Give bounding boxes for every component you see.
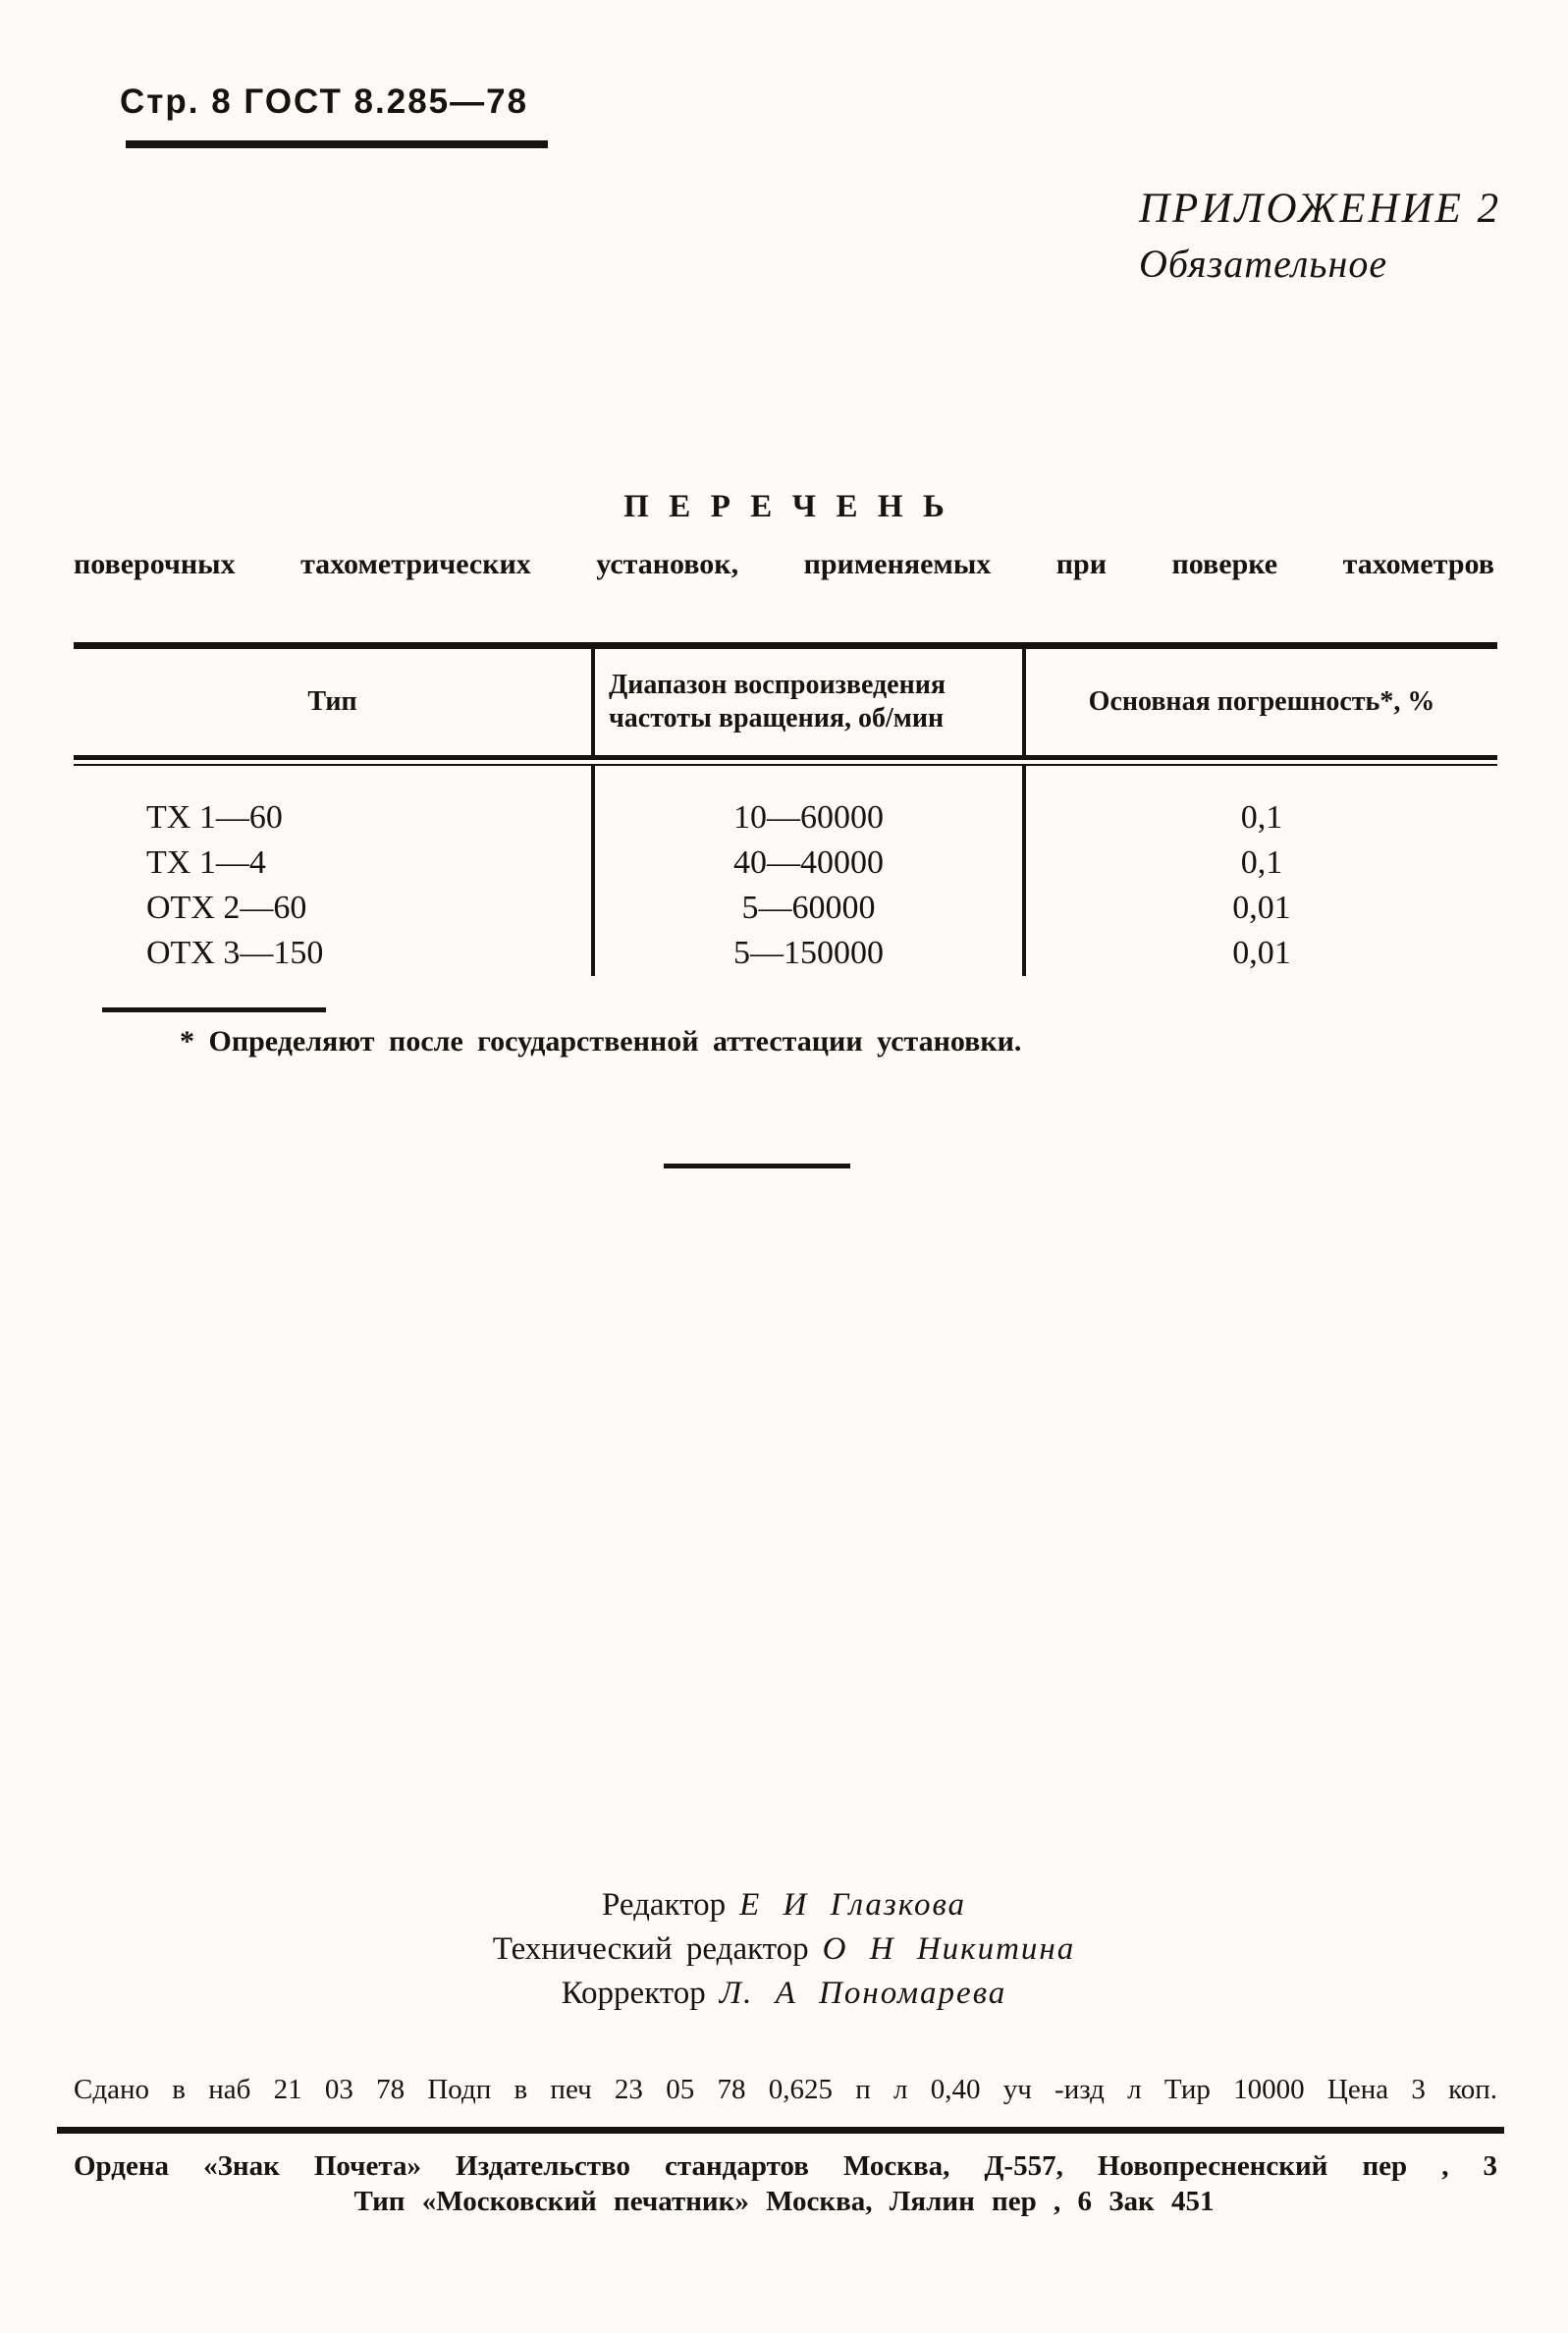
- column-header-error: Основная погрешность*, %: [1088, 686, 1435, 717]
- credit-line-editor: [0, 1883, 1568, 1927]
- table-cell: 40—40000: [733, 844, 884, 881]
- credit-line-corrector: [0, 1972, 1568, 2016]
- credit-role: Корректор: [561, 1976, 706, 2011]
- imprint-printer: Тип «Московский печатник» Москва, Лялин пер , 6 Зак 451: [353, 2186, 1215, 2217]
- credit-name: Л. А Пономарева: [719, 1976, 1007, 2011]
- imprint-print-data: Сдано в наб 21 03 78 Подп в печ 23 05 78 0,625 п л 0,40 уч -изд л Тир 10000 Цена 3 коп.: [74, 2074, 1497, 2105]
- table-cell: ТХ 1—60: [146, 799, 283, 836]
- table-cell: 0,01: [1232, 935, 1291, 971]
- credit-line-tech-editor: [0, 1927, 1568, 1972]
- credits-block: [0, 1883, 1568, 2016]
- table-cell: 0,1: [1240, 799, 1283, 836]
- column-header-type: Тип: [74, 649, 595, 755]
- page-header: Стр. 8 ГОСТ 8.285—78: [120, 82, 529, 121]
- table-cell: ТХ 1—4: [146, 844, 266, 881]
- footnote-text: * Определяют после государственной аттестации установки.: [180, 1025, 1022, 1058]
- credit-name: О Н Никитина: [822, 1931, 1076, 1967]
- list-subtitle: поверочных тахометрических установок, применяемых при поверке тахометров: [74, 548, 1494, 580]
- table-cell: 5—150000: [733, 935, 884, 971]
- column-header-range: Диапазон воспроизведения частоты вращения, об/мин: [595, 649, 1026, 755]
- credit-role: Технический редактор: [492, 1931, 809, 1967]
- column-type-values: [74, 766, 595, 976]
- appendix-title: ПРИЛОЖЕНИЕ 2: [1139, 186, 1502, 232]
- imprint-publisher: Ордена «Знак Почета» Издательство стандартов Москва, Д-557, Новопресненский пер , 3: [74, 2150, 1497, 2182]
- list-title: ПЕРЕЧЕНЬ: [623, 489, 965, 524]
- table-cell: 5—60000: [741, 890, 876, 926]
- column-range-values: [595, 766, 1026, 976]
- column-error-values: [1026, 766, 1497, 976]
- table-body: [74, 766, 1497, 970]
- section-divider-rule: [664, 1164, 850, 1168]
- header-underline: [126, 140, 548, 148]
- installations-table: [74, 642, 1497, 970]
- table-top-rule: [74, 642, 1497, 649]
- appendix-subtitle: Обязательное: [1139, 242, 1388, 286]
- credit-role: Редактор: [601, 1887, 727, 1923]
- table-cell: ОТХ 3—150: [146, 935, 324, 971]
- table-cell: 10—60000: [733, 799, 884, 836]
- table-cell: 0,1: [1240, 844, 1283, 881]
- credit-name: Е И Глазкова: [739, 1887, 967, 1923]
- imprint-rule: [57, 2127, 1504, 2134]
- appendix-block: [1139, 185, 1501, 287]
- table-cell: ОТХ 2—60: [146, 890, 307, 926]
- footnote-rule: [102, 1007, 326, 1012]
- table-header-row: [74, 649, 1497, 755]
- table-cell: 0,01: [1232, 890, 1291, 926]
